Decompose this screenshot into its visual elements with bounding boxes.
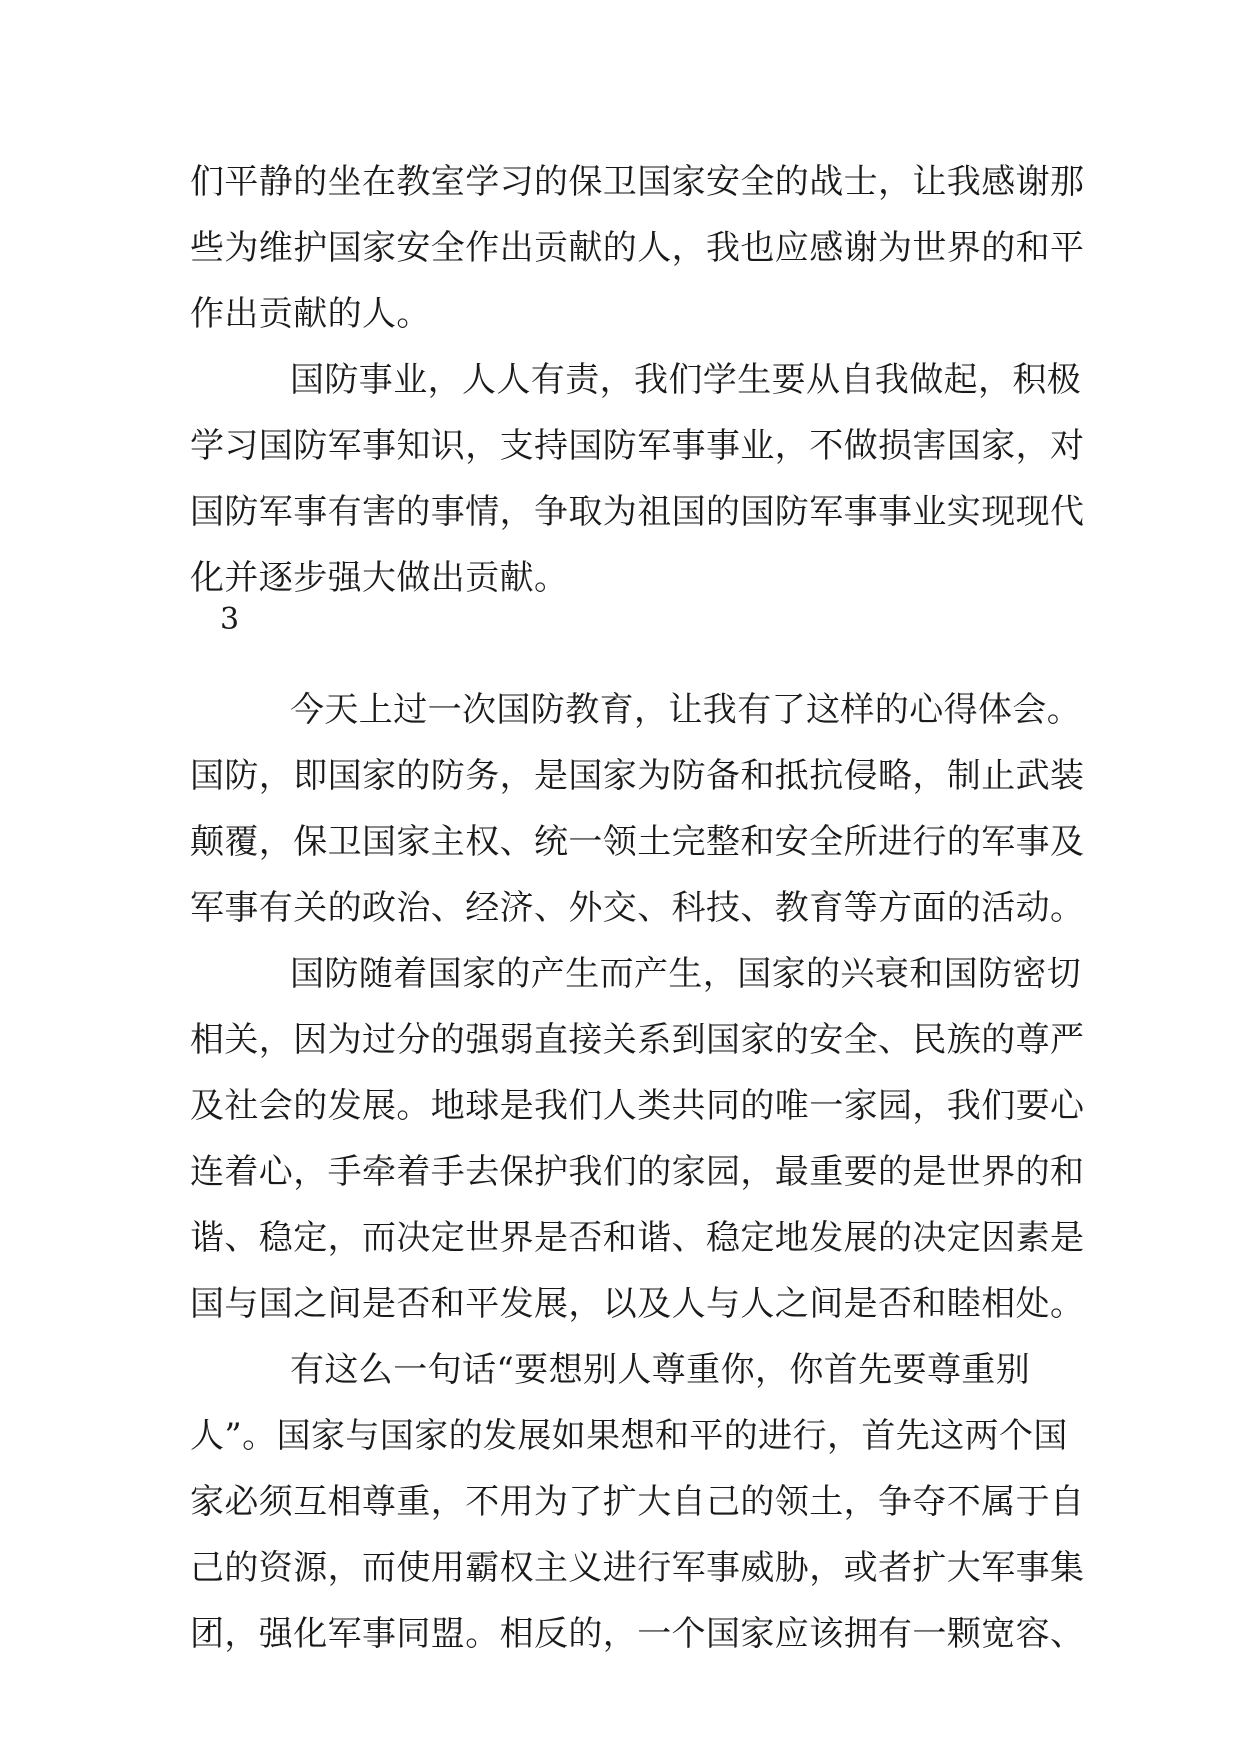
text-line: 国与国之间是否和平发展，以及人与人之间是否和睦相处。 [190,1284,1085,1324]
text-line: 相关，因为过分的强弱直接关系到国家的安全、民族的尊严 [190,1020,1085,1060]
text-line: 国防事业，人人有责，我们学生要从自我做起，积极 [290,360,1082,400]
text-line: 今天上过一次国防教育，让我有了这样的心得体会。 [290,690,1082,730]
text-line: 团，强化军事同盟。相反的，一个国家应该拥有一颗宽容、 [190,1614,1085,1654]
text-line: 连着心，手牵着手去保护我们的家园，最重要的是世界的和 [190,1152,1085,1192]
text-line: 有这么一句话“要想别人尊重你，你首先要尊重别 [290,1350,1031,1390]
text-line: 化并逐步强大做出贡献。 [190,558,569,598]
text-line: 己的资源，而使用霸权主义进行军事威胁，或者扩大军事集 [190,1548,1085,1588]
section-number: 3 [220,602,240,637]
text-line: 国防军事有害的事情，争取为祖国的国防军事事业实现现代 [190,492,1085,532]
text-line: 们平静的坐在教室学习的保卫国家安全的战士，让我感谢那 [190,162,1085,202]
text-line: 学习国防军事知识，支持国防军事事业，不做损害国家，对 [190,426,1085,466]
text-line: 颠覆，保卫国家主权、统一领土完整和安全所进行的军事及 [190,822,1085,862]
text-block-continued [190,149,1085,611]
text-line: 国防，即国家的防务，是国家为防备和抵抗侵略，制止武装 [190,756,1085,796]
text-line: 谐、稳定，而决定世界是否和谐、稳定地发展的决定因素是 [190,1218,1085,1258]
text-line: 及社会的发展。地球是我们人类共同的唯一家园，我们要心 [190,1086,1085,1126]
text-block-section-3 [190,677,1085,1667]
text-line: 国防随着国家的产生而产生，国家的兴衰和国防密切 [290,954,1082,994]
text-line: 人”。国家与国家的发展如果想和平的进行，首先这两个国 [190,1416,1068,1456]
text-line: 作出贡献的人。 [190,294,431,334]
text-line: 些为维护国家安全作出贡献的人，我也应感谢为世界的和平 [190,228,1085,268]
text-line: 家必须互相尊重，不用为了扩大自己的领土，争夺不属于自 [190,1482,1085,1522]
text-line: 军事有关的政治、经济、外交、科技、教育等方面的活动。 [190,888,1085,928]
